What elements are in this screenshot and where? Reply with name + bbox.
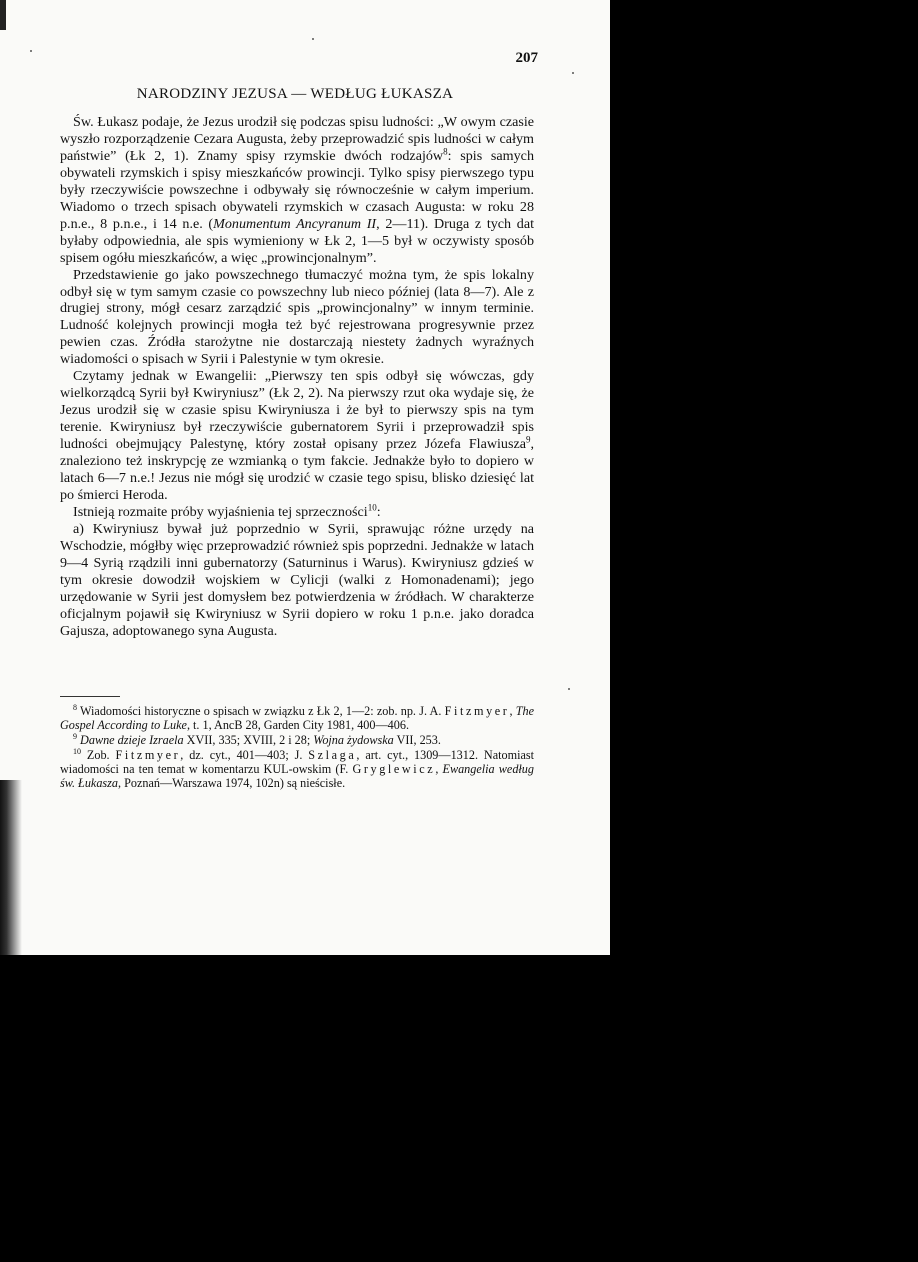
footnotes xyxy=(60,704,534,792)
footnote-text: VII, 253. xyxy=(393,733,441,748)
footnote-text: Zob. xyxy=(86,748,116,763)
footnote-text: , xyxy=(509,704,516,718)
footnote-text: , xyxy=(435,762,443,777)
footnote-number: 8 xyxy=(73,702,77,712)
footnote-number: 9 xyxy=(73,732,77,742)
author-name: Fitzmyer xyxy=(115,748,181,763)
author-name: Fitzmyer xyxy=(444,704,510,718)
book-title: Ewangelia według św. Łukasza xyxy=(60,762,534,791)
author-name: Gryglewicz xyxy=(352,762,436,777)
paragraph-text: : spis samych obywateli rzymskich i spisy mieszkańców prowincji. Tylko spisy pierwszego typu były rzeczywiście powszechne i odbywały się równocześnie w całym imperium. Wiadomo o trzech spisach obywateli rzymskich w czasach Augusta: w roku 28 p.n.e., 8 p.n.e., i 14 n.e. ( xyxy=(60,147,534,232)
body-text xyxy=(60,114,534,640)
footnote-text: , dz. cyt., 401—403; J. xyxy=(180,748,309,763)
scan-speck xyxy=(30,50,32,52)
running-head: NARODZINY JEZUSA — WEDŁUG ŁUKASZA xyxy=(136,86,454,102)
book-title: Wojna żydowska xyxy=(313,733,394,748)
paragraph-text: Istnieją rozmaite próby wyjaśnienia tej sprzeczności xyxy=(73,503,368,520)
paragraph-5: a) Kwiryniusz bywał już poprzednio w Syrii, sprawując różne urzędy na Wschodzie, mógłby więc przeprowadzić również spis poprzedni. Jednakże w latach 9—4 Syrią rządzili inni gubernatorzy (Saturninus i Warus). Kwiryniusz gdzieś w tym okresie dowodził wojskiem w Cylicji (walki z Homonadenami); jego urzędowanie w Syrii jest domysłem bez potwierdzenia w źródłach. W charakterze oficjalnym pojawił się Kwiryniusz w Syrii dopiero w roku 1 p.n.e. jako doradca Gajusza, adoptowanego syna Augusta. xyxy=(60,520,534,639)
footnote-ref[interactable]: 8 xyxy=(443,146,448,157)
footnote-text: , art. cyt., 1309—1312. Natomiast wiadomości na ten temat w komentarzu KUL-owskim (F. xyxy=(60,748,534,777)
footnote-10 xyxy=(60,748,534,790)
scan-speck xyxy=(572,72,574,74)
book-title: The Gospel According to Luke xyxy=(60,704,534,733)
paragraph-text: , 2—11). Druga z tych dat byłaby odpowiednia, ale spis wymieniony w Łk 2, 1—5 był w oczywisty sposób spisem ogółu mieszkańców, a więc „prowincjonalnym”. xyxy=(60,215,535,266)
footnote-ref[interactable]: 9 xyxy=(525,434,531,445)
paragraph-4 xyxy=(60,504,534,521)
author-name: Szlaga xyxy=(308,748,357,763)
scan-edge-mark xyxy=(0,0,6,30)
footnote-number: 10 xyxy=(73,747,81,757)
footnote-9 xyxy=(60,733,534,747)
footnote-separator xyxy=(60,696,120,697)
paragraph-text: : xyxy=(376,503,381,520)
paragraph-3 xyxy=(60,368,534,504)
footnote-text: Wiadomości historyczne o spisach w związku z Łk 2, 1—2: zob. np. J. A. xyxy=(80,704,445,718)
footnote-text: XVII, 335; XVIII, 2 i 28; xyxy=(183,733,314,748)
paragraph-text: Św. Łukasz podaje, że Jezus urodził się podczas spisu ludności: „W owym czasie wyszło rozporządzenie Cezara Augusta, żeby przeprowadzić spis ludności w całym państwie” (Łk 2, 1). Znamy spisy rzymskie dwóch rodzajów xyxy=(60,114,534,164)
footnote-text: , Poznań—Warszawa 1974, 102n) są nieścisłe. xyxy=(118,776,346,791)
book-title: Dawne dzieje Izraela xyxy=(80,733,184,748)
paragraph-text: , znaleziono też inskrypcję ze wzmianką o tym fakcie. Jednakże było to dopiero w latach 6—7 n.e.! Jezus nie mógł się urodzić w czasie tego spisu, blisko dziesięć lat po śmierci Heroda. xyxy=(60,436,534,503)
scan-speck xyxy=(312,38,314,40)
paragraph-1 xyxy=(60,114,534,267)
paragraph-text: Czytamy jednak w Ewangelii: „Pierwszy ten spis odbył się wówczas, gdy wielkorządcą Syrii był Kwiryniusz” (Łk 2, 2). Na pierwszy rzut oka wydaje się, że Jezus urodził się w czasie spisu Kwiryniusza i że był to pierwszy spis na tym terenie. Kwiryniusz był rzeczywiście gubernatorem Syrii i przeprowadził spis ludności obejmujący Palestynę, który został opisany przez Józefa Flawiusza xyxy=(60,368,534,453)
scan-speck xyxy=(568,688,570,690)
footnote-text: , t. 1, AncB 28, Garden City 1981, 400—406. xyxy=(186,718,410,733)
scan-edge-shadow xyxy=(0,780,22,955)
italic-title: Monumentum Ancyranum II xyxy=(213,215,377,232)
footnote-8 xyxy=(60,704,534,732)
paragraph-2: Przedstawienie go jako powszechnego tłumaczyć można tym, że spis lokalny odbył się w tym samym czasie co powszechny lub nieco później (lata 8—7). Ale z drugiej strony, mógł cesarz zarządzić spis „prowincjonalny” w innym terminie. Ludność kolejnych prowincji mogła też być rejestrowana progresywnie przez pewien czas. Źródła starożytne nie dostarczają niestety żadnych wyraźnych wiadomości o spisach w Syrii i Palestynie w tym okresie. xyxy=(60,266,534,368)
footnote-ref[interactable]: 10 xyxy=(367,502,377,513)
page-number: 207 xyxy=(515,50,538,66)
